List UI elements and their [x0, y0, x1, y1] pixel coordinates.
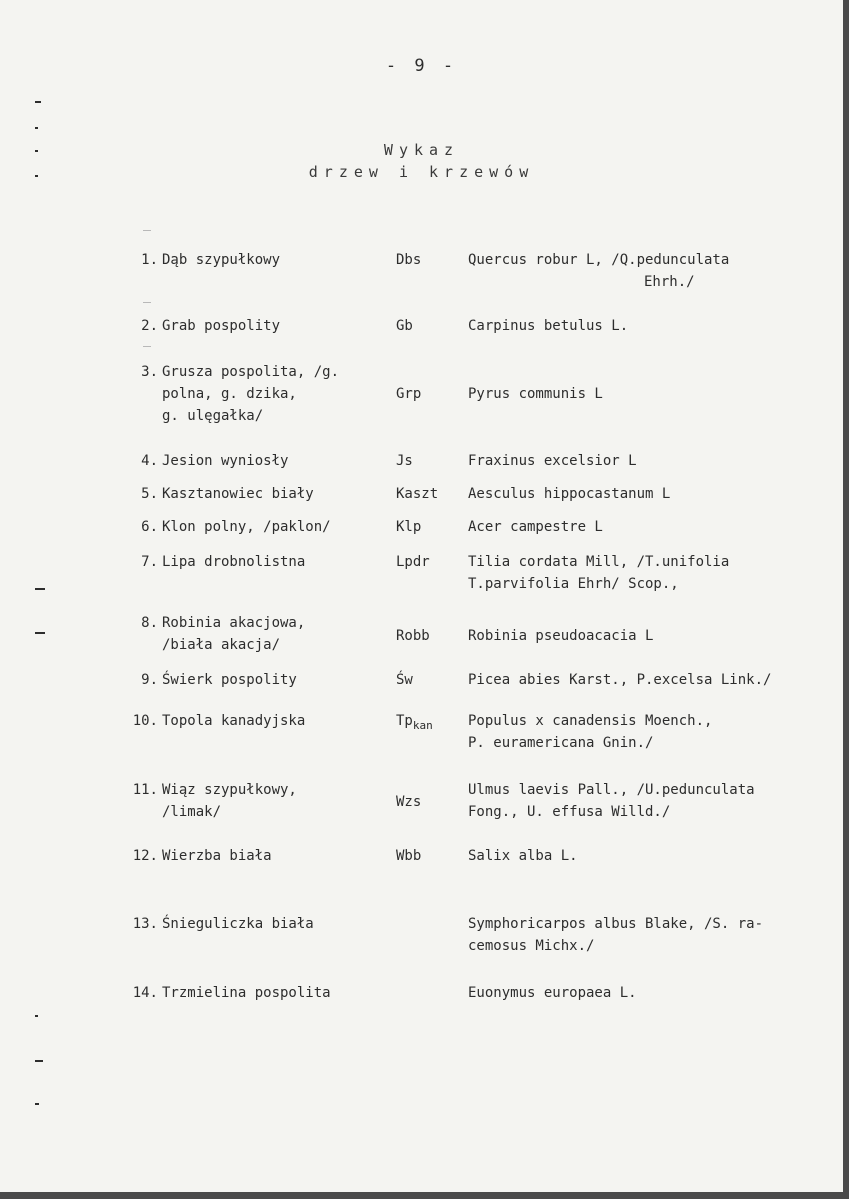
item-latin-name: Picea abies Karst., P.excelsa Link./	[468, 672, 772, 688]
item-latin-name: Salix alba L.	[468, 848, 578, 864]
item-polish-name: Topola kanadyjska	[162, 713, 306, 729]
item-abbreviation: Js	[396, 453, 413, 469]
item-number: 5.	[141, 486, 158, 502]
item-latin-name: Carpinus betulus L.	[468, 318, 629, 334]
document-subtitle: drzew i krzewów	[308, 163, 535, 181]
item-latin-name: Symphoricarpos albus Blake, /S. ra- cemosus Michx./	[468, 916, 764, 954]
item-latin-name: Euonymus europaea L.	[468, 985, 637, 1001]
item-polish-name: Wierzba biała	[162, 848, 272, 864]
item-latin-name: Fraxinus excelsior L	[468, 453, 637, 469]
item-number: 14.	[132, 985, 158, 1001]
item-number: 13.	[132, 916, 158, 932]
item-polish-name: Grusza pospolita, /g. polna, g. dzika, g. ulęgałka/	[162, 364, 340, 424]
item-polish-name: Grab pospolity	[162, 318, 281, 334]
margin-mark	[35, 101, 41, 103]
item-latin-name-cont: Ehrh./	[644, 274, 695, 290]
item-latin-name: Pyrus communis L	[468, 386, 603, 402]
item-abbreviation-subscript: kan	[412, 719, 433, 732]
item-abbreviation: Wzs	[396, 794, 422, 810]
item-abbreviation: Św	[396, 672, 413, 688]
margin-mark	[35, 632, 45, 634]
item-latin-name: Ulmus laevis Pall., /U.pedunculata Fong., U. effusa Willd./	[468, 782, 755, 820]
item-polish-name: Dąb szypułkowy	[162, 252, 281, 268]
margin-mark	[35, 175, 38, 177]
item-polish-name: Robinia akacjowa, /biała akacja/	[162, 615, 306, 653]
item-latin-name: Acer campestre L	[468, 519, 603, 535]
margin-mark	[35, 1015, 38, 1017]
item-latin-name: Aesculus hippocastanum L	[468, 486, 671, 502]
item-number: 1.	[141, 252, 158, 268]
margin-mark	[35, 1060, 43, 1062]
item-polish-name: Śnieguliczka biała	[162, 916, 314, 932]
item-number: 3.	[141, 364, 158, 380]
item-number: 7.	[141, 554, 158, 570]
margin-mark	[35, 127, 38, 129]
item-number: 6.	[141, 519, 158, 535]
item-latin-name: Populus x canadensis Moench., P. euramericana Gnin./	[468, 713, 713, 751]
item-polish-name: Klon polny, /paklon/	[162, 519, 331, 535]
item-latin-name: Quercus robur L, /Q.pedunculata	[468, 252, 730, 268]
item-abbreviation: Grp	[396, 386, 422, 402]
item-polish-name: Jesion wyniosły	[162, 453, 289, 469]
faint-dash	[143, 302, 151, 303]
item-latin-name: Robinia pseudoacacia L	[468, 628, 654, 644]
item-number: 12.	[132, 848, 158, 864]
item-polish-name: Trzmielina pospolita	[162, 985, 331, 1001]
item-abbreviation: Wbb	[396, 848, 422, 864]
margin-mark	[35, 150, 38, 152]
item-abbreviation: Tp	[396, 713, 413, 729]
margin-mark	[35, 588, 45, 590]
item-abbreviation: Gb	[396, 318, 413, 334]
item-number: 4.	[141, 453, 158, 469]
item-polish-name: Świerk pospolity	[162, 672, 297, 688]
item-abbreviation: Robb	[396, 628, 430, 644]
faint-dash	[143, 230, 151, 231]
item-number: 11.	[132, 782, 158, 798]
item-abbreviation: Kaszt	[396, 486, 439, 502]
margin-mark	[35, 1103, 39, 1105]
faint-dash	[143, 346, 151, 347]
item-number: 9.	[141, 672, 158, 688]
item-number: 10.	[132, 713, 158, 729]
item-polish-name: Wiąz szypułkowy, /limak/	[162, 782, 297, 820]
item-latin-name: Tilia cordata Mill, /T.unifolia T.parvifolia Ehrh/ Scop.,	[468, 554, 730, 592]
item-number: 2.	[141, 318, 158, 334]
item-abbreviation: Klp	[396, 519, 422, 535]
item-abbreviation: Dbs	[396, 252, 422, 268]
item-number: 8.	[141, 615, 158, 631]
page-number: - 9 -	[385, 56, 458, 76]
item-polish-name: Kasztanowiec biały	[162, 486, 314, 502]
item-abbreviation: Lpdr	[396, 554, 430, 570]
item-polish-name: Lipa drobnolistna	[162, 554, 306, 570]
document-title: Wykaz	[383, 141, 460, 159]
